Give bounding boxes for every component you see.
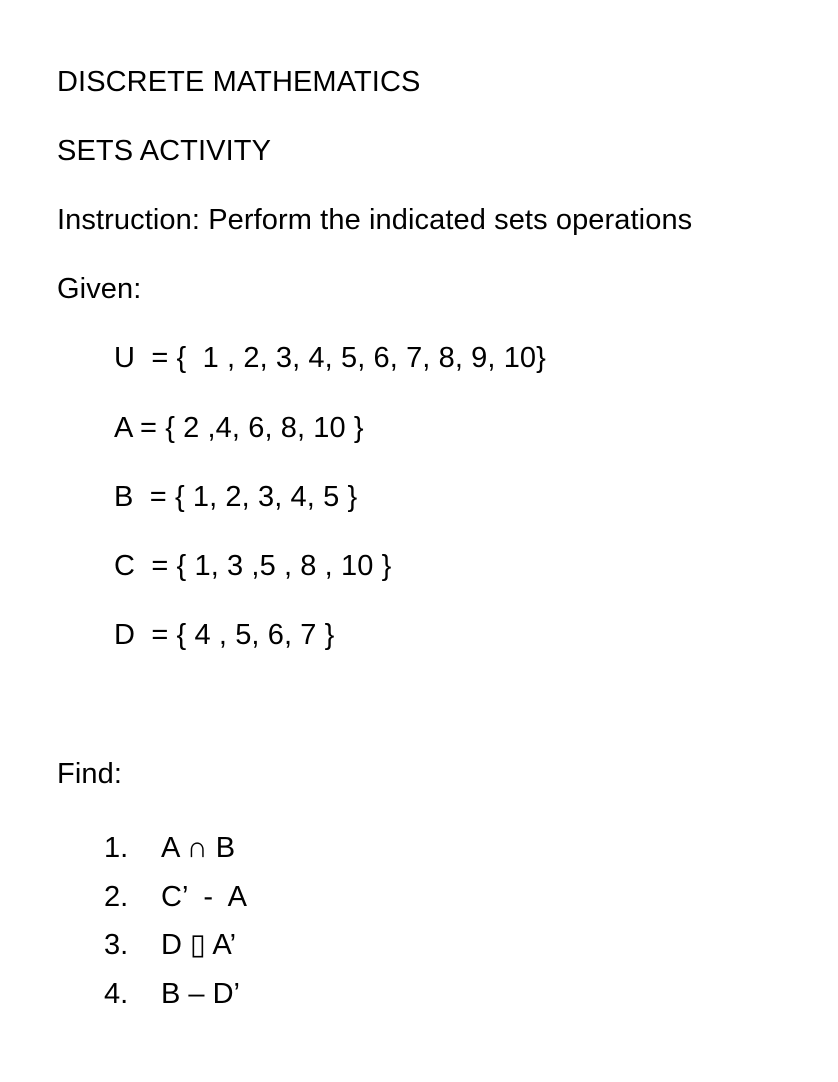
set-d: D = { 4 , 5, 6, 7 } bbox=[114, 619, 335, 651]
list-item bbox=[104, 824, 247, 873]
set-a: A = { 2 ,4, 6, 8, 10 } bbox=[114, 412, 364, 444]
problem-text: C’ - A bbox=[161, 880, 247, 913]
set-u: U = { 1 , 2, 3, 4, 5, 6, 7, 8, 9, 10} bbox=[114, 342, 546, 374]
problem-number: 4. bbox=[104, 977, 129, 1010]
problem-text: A ∩ B bbox=[161, 832, 236, 864]
find-label: Find: bbox=[57, 758, 122, 790]
list-item bbox=[104, 873, 247, 922]
problem-number: 2. bbox=[104, 880, 129, 913]
list-item bbox=[104, 970, 247, 1019]
problem-list bbox=[104, 824, 247, 1018]
given-label: Given: bbox=[57, 273, 142, 305]
set-c: C = { 1, 3 ,5 , 8 , 10 } bbox=[114, 550, 392, 582]
course-title: DISCRETE MATHEMATICS bbox=[57, 66, 421, 98]
problem-text: B – D’ bbox=[161, 977, 240, 1010]
problem-number: 1. bbox=[104, 832, 129, 864]
problem-number: 3. bbox=[104, 929, 129, 961]
problem-text: D ▯ A’ bbox=[161, 929, 237, 961]
set-b: B = { 1, 2, 3, 4, 5 } bbox=[114, 481, 358, 513]
list-item bbox=[104, 921, 247, 970]
instruction-text: Instruction: Perform the indicated sets operations bbox=[57, 204, 693, 236]
activity-title: SETS ACTIVITY bbox=[57, 135, 272, 167]
